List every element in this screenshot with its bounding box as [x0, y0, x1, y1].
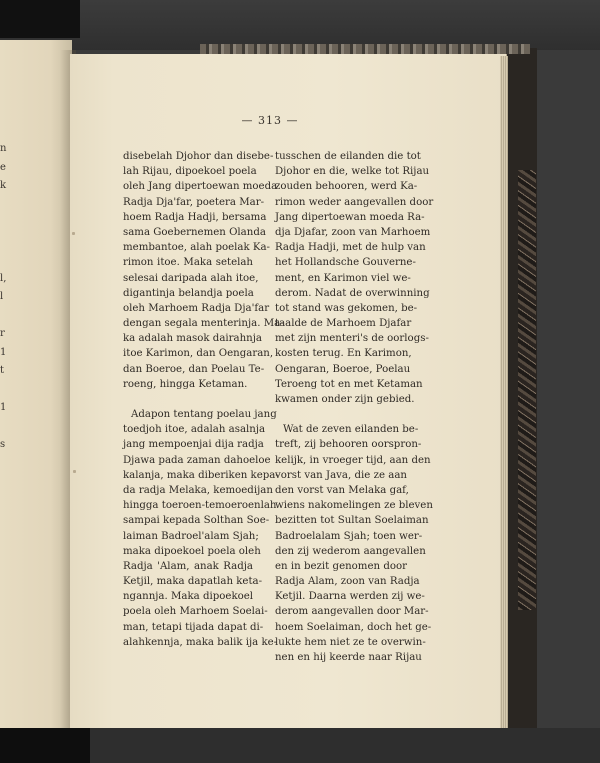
text-line: lukte hem niet ze te overwin-	[275, 636, 426, 648]
text-line: digantinja belandja poela	[123, 287, 254, 299]
text-line: vorst van Java, die ze aan	[275, 469, 407, 481]
text-line: dja Djafar, zoon van Marhoem	[275, 226, 431, 238]
text-line: rimon weder aangevallen door	[275, 196, 434, 208]
text-line: itoe Karimon, dan Oengaran,	[123, 348, 274, 360]
text-line: maka dipoekoel poela oleh	[123, 545, 261, 557]
text-line: tusschen de eilanden die tot	[275, 151, 421, 162]
page-number: — 313 —	[241, 114, 299, 127]
text-line: Radja 'Alam, anak Radja	[123, 560, 253, 572]
page-edge	[500, 56, 508, 728]
left-page-fragment: r	[0, 328, 5, 339]
left-page-fragment: l	[0, 291, 4, 302]
left-page-fragment: k	[0, 180, 7, 191]
text-line: Teroeng tot en met Ketaman	[275, 378, 423, 390]
left-page-fragment: e	[0, 161, 6, 173]
background-bottom	[0, 728, 600, 763]
text-line: nen en hij keerde naar Rijau	[275, 652, 422, 663]
text-line: laiman Badroel'alam Sjah;	[123, 530, 259, 542]
text-line: Djohor en die, welke tot Rijau	[275, 166, 430, 178]
text-line: Badroelalam Sjah; toen wer-	[275, 530, 423, 542]
paper-speck	[73, 470, 76, 473]
dutch-column	[275, 149, 434, 665]
left-page-fragment: l,	[0, 272, 7, 284]
text-line: wiens nakomelingen ze bleven	[275, 500, 433, 512]
text-line: ka adalah masok dairahnja	[123, 333, 262, 345]
spine-band	[200, 44, 530, 54]
malay-column	[123, 149, 284, 650]
text-line: hoem Soelaiman, doch het ge-	[275, 621, 432, 633]
text-line: alahkennja, maka balik ija ke-	[123, 636, 278, 648]
text-line: en in bezit genomen door	[275, 560, 407, 572]
text-line: roeng, hingga Ketaman.	[123, 378, 248, 390]
left-page-fragment	[0, 307, 14, 326]
text-line: disebelah Djohor dan disebe-	[123, 151, 274, 162]
text-line: Jang dipertoewan moeda Ra-	[275, 211, 425, 223]
background-top	[0, 0, 600, 50]
text-line: bezitten tot Sultan Soelaiman	[275, 515, 429, 527]
left-page-text-fragments	[0, 140, 14, 473]
left-page-fragment	[0, 455, 14, 474]
left-page-fragment	[0, 381, 14, 400]
text-line: het Hollandsche Gouverne-	[275, 257, 416, 269]
text-line: tot stand was gekomen, be-	[275, 302, 418, 314]
text-line: Adapon tentang poelau jang	[131, 409, 277, 420]
background-corner	[0, 0, 80, 38]
left-page-fragment: n	[0, 143, 7, 154]
text-line: kalanja, maka diberiken kepa-	[123, 469, 279, 481]
text-line: den vorst van Melaka gaf,	[275, 484, 409, 496]
marbled-endpaper	[518, 170, 536, 610]
text-line: man, tetapi tijada dapat di-	[123, 621, 264, 633]
left-page-fragment	[0, 233, 14, 252]
text-line: Ketjil. Daarna werden zij we-	[275, 591, 425, 603]
text-line: membantoe, alah poelak Ka-	[123, 242, 270, 254]
text-line: hingga toeroen-temoeroenlah	[123, 500, 277, 512]
text-line: kosten terug. En Karimon,	[275, 348, 412, 360]
left-page-fragment	[0, 196, 14, 215]
text-line: derom. Nadat de overwinning	[275, 287, 430, 299]
text-line: oleh Marhoem Radja Dja'far	[123, 302, 270, 314]
text-line: treft, zij behooren oorspron-	[275, 439, 422, 451]
text-line: zouden behooren, werd Ka-	[275, 181, 418, 193]
text-line: ment, en Karimon viel we-	[275, 272, 411, 284]
text-line: da radja Melaka, kemoedijan	[123, 484, 273, 496]
dutch-paragraph-1	[275, 149, 434, 407]
text-line: Djawa pada zaman dahoeloe	[123, 454, 271, 466]
text-line: derom aangevallen door Mar-	[275, 606, 429, 618]
text-line: toedjoh itoe, adalah asalnja	[123, 424, 266, 436]
text-line: lah Rijau, dipoekoel poela	[123, 166, 257, 178]
text-line: dan Boeroe, dan Poelau Te-	[123, 363, 265, 375]
text-line: poela oleh Marhoem Soelai-	[123, 606, 268, 618]
text-line: Ketjil, maka dapatlah keta-	[123, 576, 263, 588]
text-line: ngannja. Maka dipoekoel	[123, 591, 254, 603]
text-line: dengan segala menterinja. Ma-	[123, 318, 284, 330]
left-page-fragment	[0, 418, 14, 437]
text-line: kwamen onder zijn gebied.	[275, 394, 415, 405]
text-line: taalde de Marhoem Djafar	[275, 318, 412, 330]
dutch-paragraph-2	[275, 422, 433, 665]
left-page-fragment: t	[0, 365, 5, 376]
text-line: sampai kepada Solthan Soe-	[123, 515, 270, 527]
text-line: den zij wederom aangevallen	[275, 545, 426, 557]
text-line: jang mempoenjai dija radja	[123, 439, 264, 451]
text-line: sama Goebernemen Olanda	[123, 226, 266, 238]
malay-paragraph-2	[123, 407, 279, 650]
left-page-fragment: 1	[0, 346, 7, 358]
background-bottom-corner	[0, 728, 90, 763]
text-line: kelijk, in vroeger tijd, aan den	[275, 454, 431, 466]
text-line: selesai daripada alah itoe,	[123, 272, 259, 284]
text-line: Wat de zeven eilanden be-	[283, 424, 419, 436]
text-line: Radja Hadji, met de hulp van	[275, 242, 426, 254]
left-page-fragment: 1	[0, 402, 7, 413]
text-line: rimon itoe. Maka setelah	[123, 257, 253, 269]
left-page-fragment	[0, 251, 14, 270]
text-line: oleh Jang dipertoewan moeda	[123, 181, 278, 193]
text-line: Radja Dja'far, poetera Mar-	[123, 196, 265, 208]
text-line: met zijn menteri's de oorlogs-	[275, 333, 429, 345]
left-page-fragment	[0, 214, 14, 233]
text-line: Oengaran, Boeroe, Poelau	[275, 363, 411, 375]
left-page-fragment: s	[0, 439, 6, 450]
text-line: Radja Alam, zoon van Radja	[275, 576, 420, 588]
paper-speck	[72, 232, 75, 235]
text-line: hoem Radja Hadji, bersama	[123, 211, 267, 223]
malay-paragraph-1	[123, 149, 284, 392]
